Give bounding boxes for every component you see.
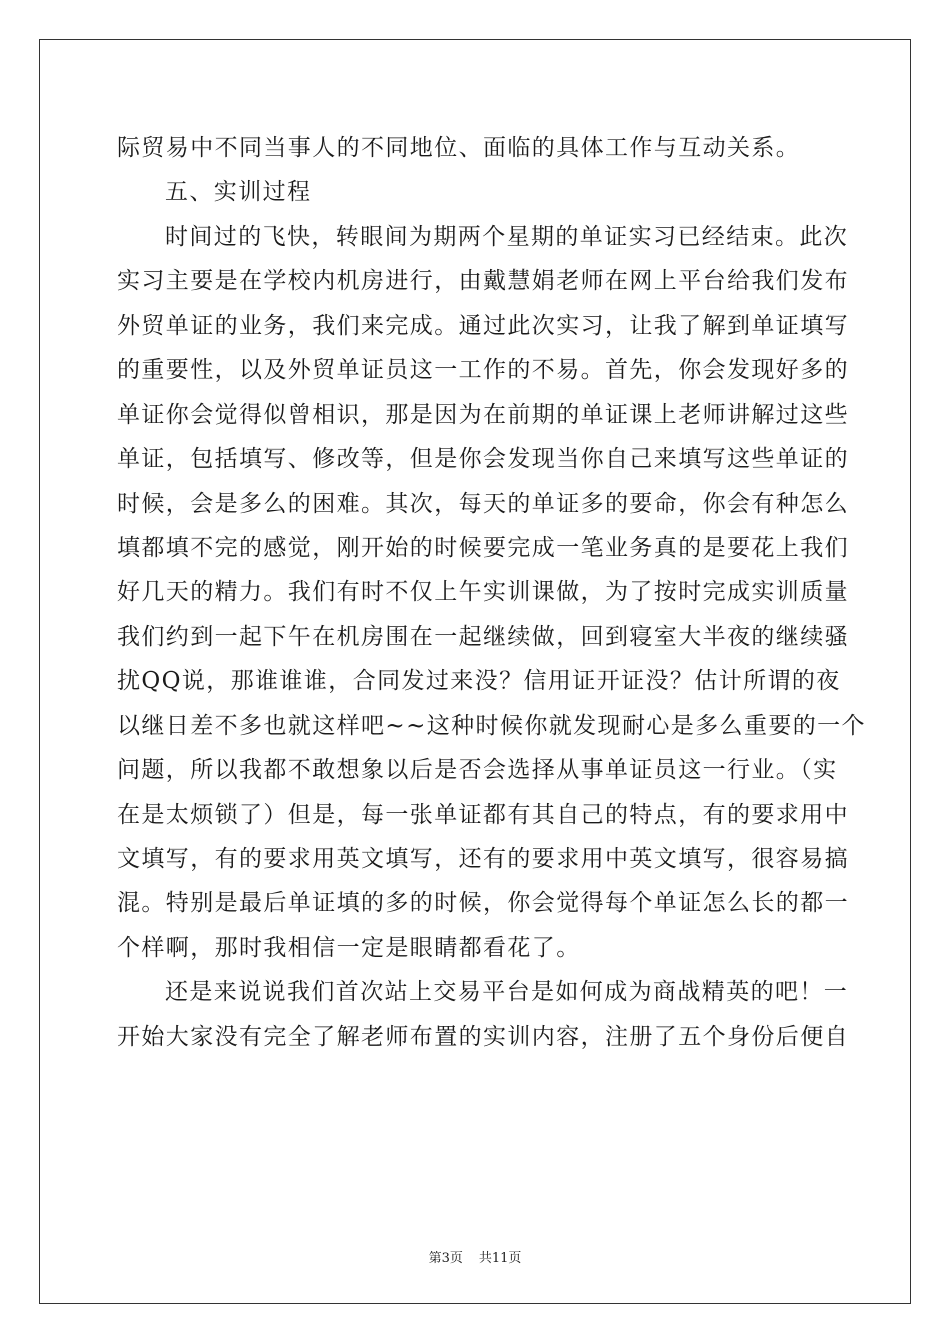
text-line: 时候，会是多么的困难。其次，每天的单证多的要命，你会有种怎么 [117, 490, 849, 517]
document-body [117, 126, 866, 1059]
text-line: 开始大家没有完全了解老师布置的实训内容，注册了五个身份后便自 [117, 1023, 849, 1050]
text-line: 五、实训过程 [165, 179, 312, 206]
text-line: 时间过的飞快，转眼间为期两个星期的单证实习已经结束。此次 [165, 223, 849, 250]
page-total: 共11页 [478, 1251, 522, 1266]
text-line: 在是太烦锁了）但是，每一张单证都有其自己的特点，有的要求用中 [117, 801, 849, 828]
text-line: 个样啊，那时我相信一定是眼睛都看花了。 [117, 934, 581, 961]
text-line: 我们约到一起下午在机房围在一起继续做，回到寝室大半夜的继续骚 [117, 623, 849, 650]
text-line: 混。特别是最后单证填的多的时候，你会觉得每个单证怎么长的都一 [117, 890, 849, 917]
text-line: 单证，包括填写、修改等，但是你会发现当你自己来填写这些单证的 [117, 446, 849, 473]
text-line: 际贸易中不同当事人的不同地位、面临的具体工作与互动关系。 [117, 135, 801, 161]
text-line: 外贸单证的业务，我们来完成。通过此次实习，让我了解到单证填写 [117, 312, 849, 339]
text-line: 以继日差不多也就这样吧~~这种时候你就发现耐心是多么重要的一个 [117, 712, 866, 739]
text-line: 好几天的精力。我们有时不仅上午实训课做，为了按时完成实训质量 [117, 579, 849, 606]
text-line: 填都填不完的感觉，刚开始的时候要完成一笔业务真的是要花上我们 [117, 534, 849, 561]
text-line: 问题，所以我都不敢想象以后是否会选择从事单证员这一行业。（实 [117, 757, 838, 784]
text-line: 还是来说说我们首次站上交易平台是如何成为商战精英的吧！一 [165, 979, 849, 1006]
page-footer [0, 1247, 950, 1266]
text-line: 单证你会觉得似曾相识，那是因为在前期的单证课上老师讲解过这些 [117, 401, 849, 428]
text-line: 扰QQ说，那谁谁谁，合同发过来没？信用证开证没？估计所谓的夜 [117, 668, 841, 695]
page-number: 第3页 [428, 1251, 463, 1266]
text-line: 实习主要是在学校内机房进行，由戴慧娟老师在网上平台给我们发布 [117, 268, 849, 295]
text-line: 文填写，有的要求用英文填写，还有的要求用中英文填写，很容易搞 [117, 846, 849, 872]
text-line: 的重要性，以及外贸单证员这一工作的不易。首先，你会发现好多的 [117, 357, 849, 384]
